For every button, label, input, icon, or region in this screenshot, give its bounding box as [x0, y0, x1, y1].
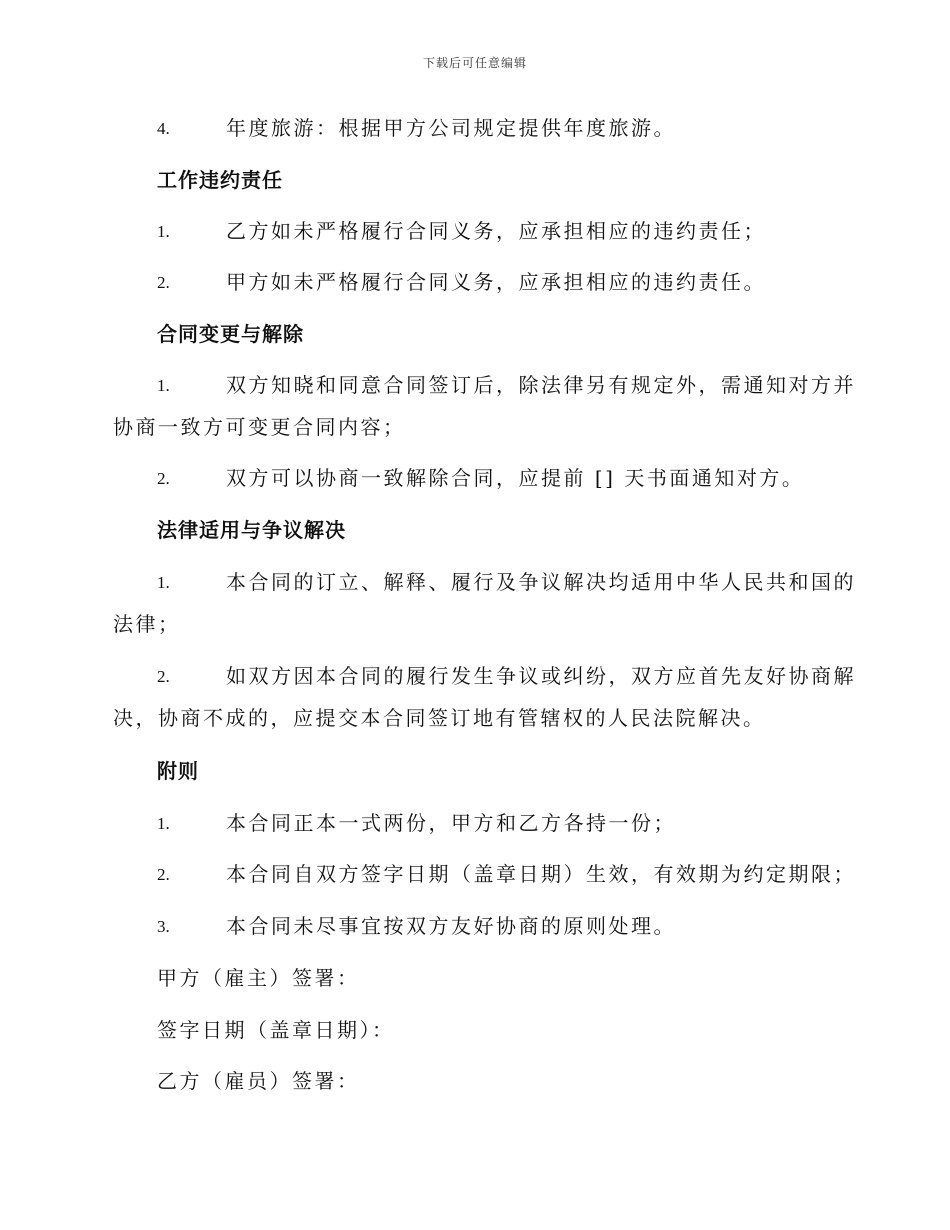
list-number: 2.	[157, 667, 170, 686]
list-item-continuation: 法律；	[113, 612, 181, 636]
list-item-text: 甲方如未严格履行合同义务，应承担相应的违约责任。	[226, 270, 766, 294]
list-item-text: 本合同未尽事宜按双方友好协商的原则处理。	[226, 914, 676, 938]
list-item-text: 双方可以协商一致解除合同，应提前 [] 天书面通知对方。	[226, 466, 805, 490]
sign-date-label: 签字日期（盖章日期）：	[157, 1018, 395, 1042]
list-number: 2.	[157, 865, 170, 884]
list-number: 1.	[157, 814, 170, 833]
list-item-text: 本合同正本一式两份，甲方和乙方各持一份；	[226, 811, 676, 835]
list-number: 3.	[157, 917, 170, 936]
list-item-text: 如双方因本合同的履行发生争议或纠纷，双方应首先友好协商解	[226, 664, 856, 688]
section-heading: 工作违约责任	[157, 168, 283, 192]
section-heading: 法律适用与争议解决	[157, 518, 346, 542]
list-number: 1.	[157, 573, 170, 592]
list-item-continuation: 决，协商不成的，应提交本合同签订地有管辖权的人民法院解决。	[113, 706, 766, 730]
list-number: 1.	[157, 376, 170, 395]
list-item-continuation: 协商一致方可变更合同内容；	[113, 415, 406, 439]
list-number: 4.	[157, 119, 170, 138]
party-b-signature-label: 乙方（雇员）签署：	[157, 1069, 360, 1093]
list-number: 2.	[157, 469, 170, 488]
list-item-text: 本合同的订立、解释、履行及争议解决均适用中华人民共和国的	[226, 570, 856, 594]
list-item-text: 乙方如未严格履行合同义务，应承担相应的违约责任；	[226, 219, 766, 243]
list-item-text: 年度旅游：根据甲方公司规定提供年度旅游。	[226, 116, 676, 140]
list-item-text: 双方知晓和同意合同签订后，除法律另有规定外，需通知对方并	[226, 373, 856, 397]
list-number: 2.	[157, 273, 170, 292]
section-heading: 附则	[157, 759, 199, 783]
list-number: 1.	[157, 222, 170, 241]
party-a-signature-label: 甲方（雇主）签署：	[157, 966, 360, 990]
page-header: 下载后可任意编辑	[422, 56, 527, 70]
section-heading: 合同变更与解除	[157, 322, 304, 346]
list-item-text: 本合同自双方签字日期（盖章日期）生效，有效期为约定期限；	[226, 862, 856, 886]
